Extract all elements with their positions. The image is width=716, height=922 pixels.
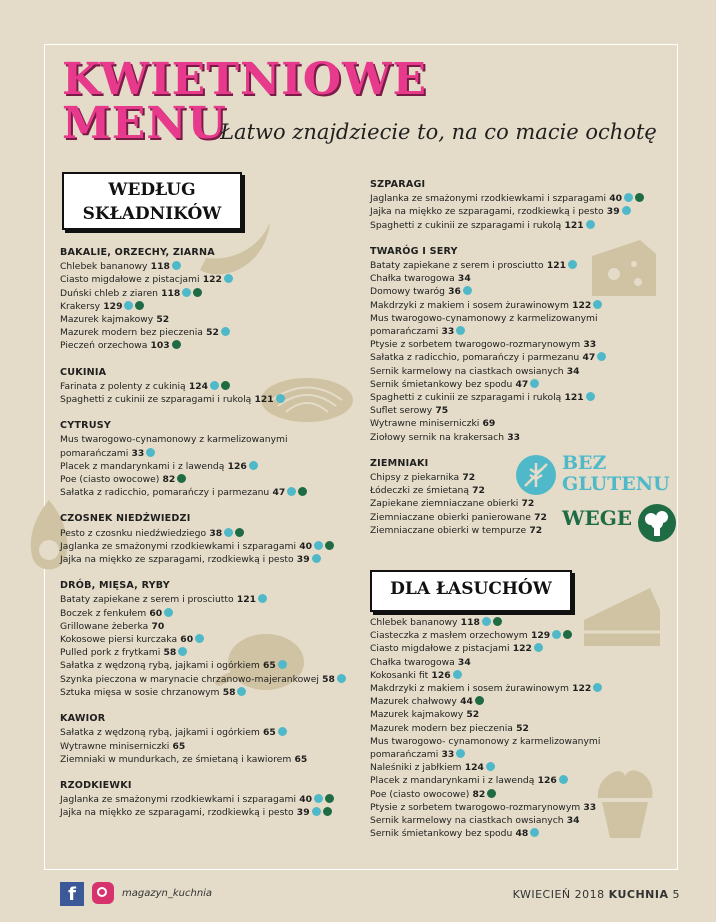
gluten-free-dot-icon	[124, 301, 133, 310]
page-ref: 126	[224, 460, 247, 472]
ingredient-section	[60, 419, 360, 499]
recipe-item	[60, 753, 360, 766]
page-ref: 122	[199, 274, 222, 286]
recipe-name: Boczek z fenkułem	[60, 607, 147, 619]
recipe-item	[60, 726, 360, 739]
recipe-name: pomarańczami	[370, 749, 439, 761]
recipe-item	[60, 673, 360, 686]
badge-by-ingredients: WEDŁUG SKŁADNIKÓW	[62, 172, 242, 230]
recipe-name: Łódeczki ze śmietaną	[370, 485, 469, 497]
gluten-free-dot-icon	[312, 807, 321, 816]
page-ref: 122	[509, 643, 532, 655]
recipe-item	[60, 433, 360, 446]
page-ref: 121	[251, 394, 274, 406]
recipe-name: Wytrawne miniserniczki	[370, 418, 480, 430]
gluten-free-dot-icon	[530, 828, 539, 837]
gluten-free-dot-icon	[463, 286, 472, 295]
recipe-name: Chlebek bananowy	[60, 261, 148, 273]
gluten-free-dot-icon	[314, 541, 323, 550]
recipe-name: Mazurek kajmakowy	[370, 709, 464, 721]
page-ref: 69	[479, 418, 496, 430]
page-ref: 47	[579, 352, 596, 364]
page-ref: 72	[530, 511, 547, 523]
recipe-name: Poe (ciasto owocowe)	[370, 788, 470, 800]
recipe-name: Farinata z polenty z cukinią	[60, 380, 186, 392]
gluten-free-dot-icon	[482, 617, 491, 626]
recipe-item	[60, 659, 360, 672]
page-ref: 58	[160, 647, 177, 659]
page-ref: 121	[543, 260, 567, 272]
ingredient-section	[370, 245, 670, 444]
menu-subtitle: Łatwo znajdziecie to, na co macie ochotę	[220, 120, 657, 144]
recipe-name: Ptysie z sorbetem twarogowo-rozmarynowym	[370, 801, 581, 813]
instagram-handle: magazyn_kuchnia	[122, 888, 213, 899]
recipe-name: Ziołowy sernik na krakersach	[370, 431, 505, 443]
vegetarian-dot-icon	[635, 193, 644, 202]
page-ref: 34	[454, 273, 471, 285]
vegetarian-dot-icon	[177, 474, 186, 483]
recipe-name: Ziemniaczane obierki panierowane	[370, 511, 531, 523]
recipe-name: Zapiekane ziemniaczane obierki	[370, 498, 519, 510]
gluten-free-dot-icon	[172, 261, 181, 270]
section-title: CZOSNEK NIEDŹWIEDZI	[60, 513, 191, 525]
page-ref: 118	[147, 261, 170, 273]
page-ref: 39	[293, 554, 310, 566]
recipe-item	[370, 312, 670, 325]
section-title: CYTRUSY	[60, 420, 111, 432]
gluten-free-dot-icon	[534, 643, 543, 652]
page-ref: 121	[561, 392, 584, 404]
gluten-free-dot-icon	[568, 260, 577, 269]
legend-gluten-free-word: BEZ	[562, 452, 607, 474]
recipe-name: Mazurek chałwowy	[370, 696, 457, 708]
recipe-item	[370, 616, 670, 629]
section-title: CUKINIA	[60, 366, 107, 378]
recipe-item	[60, 326, 360, 339]
page-ref: 44	[456, 696, 473, 708]
page-ref: 72	[518, 498, 535, 510]
page-ref: 126	[534, 775, 557, 787]
recipe-item	[60, 380, 360, 393]
recipe-name: Mus twarogowo-cynamonowy z karmelizowanymi	[60, 434, 288, 446]
recipe-name: pomarańczami	[60, 447, 129, 459]
vegetarian-dot-icon	[325, 794, 334, 803]
recipe-item	[370, 299, 670, 312]
page-ref: 33	[128, 447, 145, 459]
recipe-item	[60, 393, 360, 406]
page-ref: 47	[269, 487, 286, 499]
no-wheat-icon	[516, 455, 556, 495]
recipe-name: Duński chleb z ziaren	[60, 287, 158, 299]
ingredient-section	[60, 579, 360, 699]
recipe-name: Grillowane żeberka	[60, 620, 149, 632]
page-ref: 52	[153, 314, 170, 326]
page-ref: 65	[259, 660, 276, 672]
page-ref: 65	[169, 740, 186, 752]
gluten-free-dot-icon	[210, 381, 219, 390]
page-ref: 33	[438, 749, 455, 761]
recipe-name: Spaghetti z cukinii ze szparagami i rukolą	[370, 392, 562, 404]
gluten-free-dot-icon	[312, 554, 321, 563]
gluten-free-dot-icon	[276, 394, 285, 403]
recipe-name: Naleśniki z jabłkiem	[370, 762, 462, 774]
gluten-free-dot-icon	[178, 647, 187, 656]
recipe-item	[370, 788, 670, 801]
page-ref: 33	[504, 431, 521, 443]
recipe-item	[60, 646, 360, 659]
recipe-item	[370, 761, 670, 774]
recipe-name: Jaglanka ze smażonymi rzodkiewkami i szparagami	[370, 193, 606, 205]
page-footer	[60, 880, 680, 910]
recipe-name: Bataty zapiekane z serem i prosciutto	[370, 260, 544, 272]
recipe-name: Kokosanki fit	[370, 669, 429, 681]
recipe-item	[370, 735, 670, 748]
recipe-name: Sernik karmelowy na ciastkach owsianych	[370, 815, 564, 827]
vegetarian-dot-icon	[563, 630, 572, 639]
page-ref: 40	[296, 540, 312, 552]
gluten-free-dot-icon	[182, 288, 191, 297]
recipe-item	[60, 553, 360, 566]
gluten-free-dot-icon	[337, 674, 346, 683]
page-ref: 126	[428, 669, 451, 681]
recipe-name: Jajka na miękko ze szparagami, rzodkiewką i pesto	[60, 554, 294, 566]
page-ref: 129	[100, 300, 123, 312]
gluten-free-dot-icon	[287, 487, 296, 496]
page-ref: 72	[459, 472, 476, 484]
recipe-name: Makdrzyki z makiem i sosem żurawinowym	[370, 299, 569, 311]
gluten-free-dot-icon	[453, 670, 462, 679]
page-ref: 82	[469, 788, 486, 800]
gluten-free-dot-icon	[552, 630, 561, 639]
page-ref: 39	[603, 206, 620, 218]
facebook-icon[interactable]: f	[60, 882, 84, 906]
recipe-name: Szynka pieczona w marynacie chrzanowo-majerankowej	[60, 673, 319, 685]
page-ref: 40	[606, 193, 622, 205]
page-ref: 36	[444, 286, 461, 298]
page-ref: 40	[296, 794, 312, 806]
recipe-name: Chlebek bananowy	[370, 617, 458, 628]
recipe-item	[60, 339, 360, 352]
recipe-item	[370, 827, 670, 840]
page-ref: 34	[563, 365, 580, 377]
gluten-free-dot-icon	[221, 327, 230, 336]
recipe-name: Spaghetti z cukinii ze szparagami i rukolą	[370, 219, 562, 231]
gluten-free-dot-icon	[314, 794, 323, 803]
recipe-item	[370, 205, 670, 218]
recipe-name: Wytrawne miniserniczki	[60, 740, 170, 752]
recipe-item	[60, 473, 360, 486]
recipe-name: Mus twarogowo-cynamonowy z karmelizowanymi	[370, 312, 598, 324]
recipe-name: Mazurek kajmakowy	[60, 314, 154, 326]
page-number: 5	[672, 888, 680, 901]
recipe-name: Ciasto migdałowe z pistacjami	[370, 643, 510, 655]
page-ref: 82	[159, 474, 176, 486]
recipe-item	[370, 722, 670, 735]
recipe-item	[60, 620, 360, 633]
recipe-item	[370, 669, 670, 682]
section-title: DRÓB, MIĘSA, RYBY	[60, 580, 170, 592]
recipe-name: Sernik karmelowy na ciastkach owsianych	[370, 365, 564, 377]
recipe-name: Suflet serowy	[370, 405, 433, 417]
gluten-free-dot-icon	[530, 379, 539, 388]
page-ref: 48	[512, 828, 529, 840]
vegetarian-dot-icon	[323, 807, 332, 816]
recipe-item	[60, 793, 360, 806]
gluten-free-dot-icon	[146, 448, 155, 457]
recipe-name: Makdrzyki z makiem i sosem żurawinowym	[370, 683, 569, 695]
recipe-item	[370, 708, 670, 721]
recipe-item	[370, 801, 670, 814]
recipe-item	[60, 806, 360, 819]
recipe-item	[370, 748, 670, 761]
gluten-free-dot-icon	[278, 660, 287, 669]
page-ref: 58	[219, 686, 236, 698]
section-title: TWARÓG I SERY	[370, 245, 458, 257]
page-ref: 129	[527, 630, 551, 642]
recipe-item	[60, 287, 360, 300]
page-ref: 118	[457, 617, 480, 628]
recipe-name: Bataty zapiekane z serem i prosciutto	[60, 594, 234, 606]
page-ref: 121	[233, 594, 257, 606]
section-title: KAWIOR	[60, 713, 106, 725]
recipe-name: Sałatka z radicchio, pomarańczy i parmezanu	[60, 487, 270, 499]
recipe-item	[60, 633, 360, 646]
page-ref: 34	[454, 656, 471, 668]
recipe-item	[370, 682, 670, 695]
recipe-name: Jajka na miękko ze szparagami, rzodkiewką i pesto	[370, 206, 604, 218]
ingredient-section	[60, 512, 360, 566]
recipe-item	[60, 460, 360, 473]
recipe-item	[370, 391, 670, 404]
page-ref: 47	[512, 378, 529, 390]
gluten-free-dot-icon	[195, 634, 204, 643]
recipe-name: Jaglanka ze smażonymi rzodkiewkami i szparagami	[60, 794, 296, 806]
section-title: ZIEMNIAKI	[370, 457, 429, 469]
page-ref: 39	[293, 807, 310, 819]
page-ref: 38	[206, 527, 223, 539]
recipe-name: Ziemniaki w mundurkach, ze śmietaną i kawiorem	[60, 753, 292, 765]
recipe-name: Ciasteczka z masłem orzechowym	[370, 630, 528, 642]
page-ref: 33	[580, 801, 597, 813]
vegetarian-dot-icon	[193, 288, 202, 297]
left-column	[60, 246, 360, 833]
recipe-name: Placek z mandarynkami i z lawendą	[60, 460, 225, 472]
recipe-name: Jaglanka ze smażonymi rzodkiewkami i szparagami	[60, 540, 296, 552]
gluten-free-dot-icon	[164, 608, 173, 617]
gluten-free-dot-icon	[586, 220, 595, 229]
recipe-name: Kokosowe piersi kurczaka	[60, 634, 178, 646]
page-ref: 58	[318, 673, 335, 685]
recipe-item	[370, 431, 670, 444]
section-title: RZODKIEWKI	[60, 779, 132, 791]
gluten-free-dot-icon	[486, 762, 495, 771]
recipe-item	[60, 740, 360, 753]
vegetarian-dot-icon	[298, 487, 307, 496]
ingredient-section	[60, 779, 360, 820]
page-ref: 60	[177, 634, 194, 646]
recipe-name: Jajka na miękko ze szparagami, rzodkiewką i pesto	[60, 807, 294, 819]
gluten-free-dot-icon	[237, 687, 246, 696]
ingredient-section	[60, 246, 360, 353]
page-ref: 121	[561, 219, 584, 231]
page-ref: 118	[157, 287, 181, 299]
instagram-icon[interactable]	[92, 882, 114, 904]
recipe-item	[60, 300, 360, 313]
recipe-item	[370, 351, 670, 364]
gluten-free-dot-icon	[456, 326, 465, 335]
gluten-free-dot-icon	[593, 300, 602, 309]
recipe-item	[60, 607, 360, 620]
vegetarian-dot-icon	[487, 789, 496, 798]
vegetarian-dot-icon	[172, 340, 181, 349]
page-ref: 33	[438, 326, 455, 338]
page-ref: 60	[146, 607, 163, 619]
page-ref: 34	[563, 815, 580, 827]
page-ref: 122	[568, 683, 592, 695]
recipe-item	[60, 593, 360, 606]
page-ref: 72	[526, 524, 543, 536]
legend-vegetarian-label: WEGE	[562, 506, 633, 530]
vegetarian-dot-icon	[493, 617, 502, 626]
badge-for-sweet-tooth: DLA ŁASUCHÓW	[370, 570, 572, 612]
recipe-item	[370, 656, 670, 669]
recipe-item	[370, 814, 670, 827]
page-ref: 75	[432, 405, 449, 417]
vegetarian-dot-icon	[135, 301, 144, 310]
recipe-item	[370, 338, 670, 351]
recipe-item	[370, 219, 670, 232]
gluten-free-dot-icon	[224, 528, 233, 537]
gluten-free-dot-icon	[249, 461, 258, 470]
gluten-free-dot-icon	[624, 193, 633, 202]
recipe-item	[370, 629, 670, 642]
page-ref: 124	[461, 762, 484, 774]
recipe-item	[60, 686, 360, 699]
vegetarian-dot-icon	[325, 541, 334, 550]
page-ref: 124	[185, 380, 209, 392]
recipe-name: Ciasto migdałowe z pistacjami	[60, 274, 200, 286]
recipe-name: Poe (ciasto owocowe)	[60, 474, 160, 486]
recipe-name: Chałka twarogowa	[370, 656, 455, 668]
page-ref: 103	[147, 340, 170, 352]
recipe-name: Ziemniaczane obierki w tempurze	[370, 524, 527, 536]
recipe-name: Chipsy z piekarnika	[370, 472, 460, 484]
vegetarian-dot-icon	[475, 696, 484, 705]
recipe-item	[60, 540, 360, 553]
recipe-item	[60, 313, 360, 326]
recipe-item	[370, 272, 670, 285]
gluten-free-dot-icon	[258, 594, 267, 603]
vegetarian-dot-icon	[221, 381, 230, 390]
recipe-item	[370, 259, 670, 272]
recipe-name: Spaghetti z cukinii ze szparagami i rukolą	[60, 394, 252, 406]
ingredient-section	[60, 712, 360, 766]
magazine-name: KUCHNIA	[608, 888, 669, 901]
legend-gluten-free-label	[562, 453, 670, 495]
gluten-free-dot-icon	[622, 206, 631, 215]
gluten-free-dot-icon	[593, 683, 602, 692]
gluten-free-dot-icon	[559, 775, 568, 784]
recipe-item	[370, 325, 670, 338]
recipe-name: Domowy twaróg	[370, 286, 445, 298]
gluten-free-dot-icon	[597, 352, 606, 361]
title-line-2: MENU	[62, 98, 227, 149]
recipe-item	[60, 260, 360, 273]
recipe-item	[370, 365, 670, 378]
recipe-name: Pesto z czosnku niedźwiedziego	[60, 527, 207, 539]
page-ref: 65	[259, 727, 276, 739]
recipe-name: Mazurek modern bez pieczenia	[370, 722, 513, 734]
section-title: SZPARAGI	[370, 179, 426, 190]
page-info	[513, 888, 680, 901]
title-line-1: KWIETNIOWE	[62, 54, 428, 105]
recipe-name: Sałatka z wędzoną rybą, jajkami i ogórkiem	[60, 727, 260, 739]
recipe-item	[370, 285, 670, 298]
gluten-free-dot-icon	[586, 392, 595, 401]
recipe-name: Sałatka z wędzoną rybą, jajkami i ogórkiem	[60, 660, 260, 672]
recipe-name: Sztuka mięsa w sosie chrzanowym	[60, 686, 220, 698]
page-ref: 122	[568, 299, 592, 311]
recipe-name: Sałatka z radicchio, pomarańczy i parmezanu	[370, 352, 580, 364]
recipe-item	[370, 642, 670, 655]
recipe-name: Mus twarogowo- cynamonowy z karmelizowanymi	[370, 735, 601, 747]
ingredient-section	[60, 366, 360, 407]
issue-date: KWIECIEŃ 2018	[512, 888, 605, 901]
recipe-item	[370, 192, 670, 205]
ingredient-section	[370, 178, 670, 232]
recipe-name: Mazurek modern bez pieczenia	[60, 327, 203, 339]
recipe-name: Sernik śmietankowy bez spodu	[370, 828, 513, 840]
recipe-name: pomarańczami	[370, 326, 439, 338]
recipe-item	[60, 486, 360, 499]
recipe-item	[370, 774, 670, 787]
recipe-name: Pieczeń orzechowa	[60, 340, 148, 352]
section-title: BAKALIE, ORZECHY, ZIARNA	[60, 247, 215, 258]
gluten-free-dot-icon	[278, 727, 287, 736]
recipe-name: Ptysie z sorbetem twarogowo-rozmarynowym	[370, 339, 581, 351]
recipe-name: Sernik śmietankowy bez spodu	[370, 378, 513, 390]
broccoli-icon	[638, 504, 676, 542]
recipe-name: Pulled pork z frytkami	[60, 647, 161, 659]
recipe-item	[60, 527, 360, 540]
legend-vegetarian	[562, 506, 632, 530]
sweets-list	[370, 616, 670, 840]
recipe-item	[60, 447, 360, 460]
recipe-name: Placek z mandarynkami i z lawendą	[370, 775, 535, 787]
recipe-item	[370, 378, 670, 391]
gluten-free-dot-icon	[224, 274, 233, 283]
recipe-name: Krakersy	[60, 300, 101, 312]
page-ref: 52	[463, 709, 480, 721]
recipe-name: Chałka twarogowa	[370, 273, 455, 285]
legend-gluten-free-word: GLUTENU	[562, 473, 670, 495]
gluten-free-dot-icon	[456, 749, 465, 758]
page-ref: 33	[580, 339, 597, 351]
vegetarian-dot-icon	[235, 528, 244, 537]
page-ref: 52	[202, 327, 219, 339]
recipe-item	[370, 695, 670, 708]
recipe-item	[370, 417, 670, 430]
page-ref: 65	[291, 753, 308, 765]
page-ref: 70	[148, 620, 165, 632]
recipe-item	[60, 273, 360, 286]
page-ref: 72	[468, 485, 485, 497]
page-ref: 52	[512, 722, 529, 734]
recipe-item	[370, 404, 670, 417]
